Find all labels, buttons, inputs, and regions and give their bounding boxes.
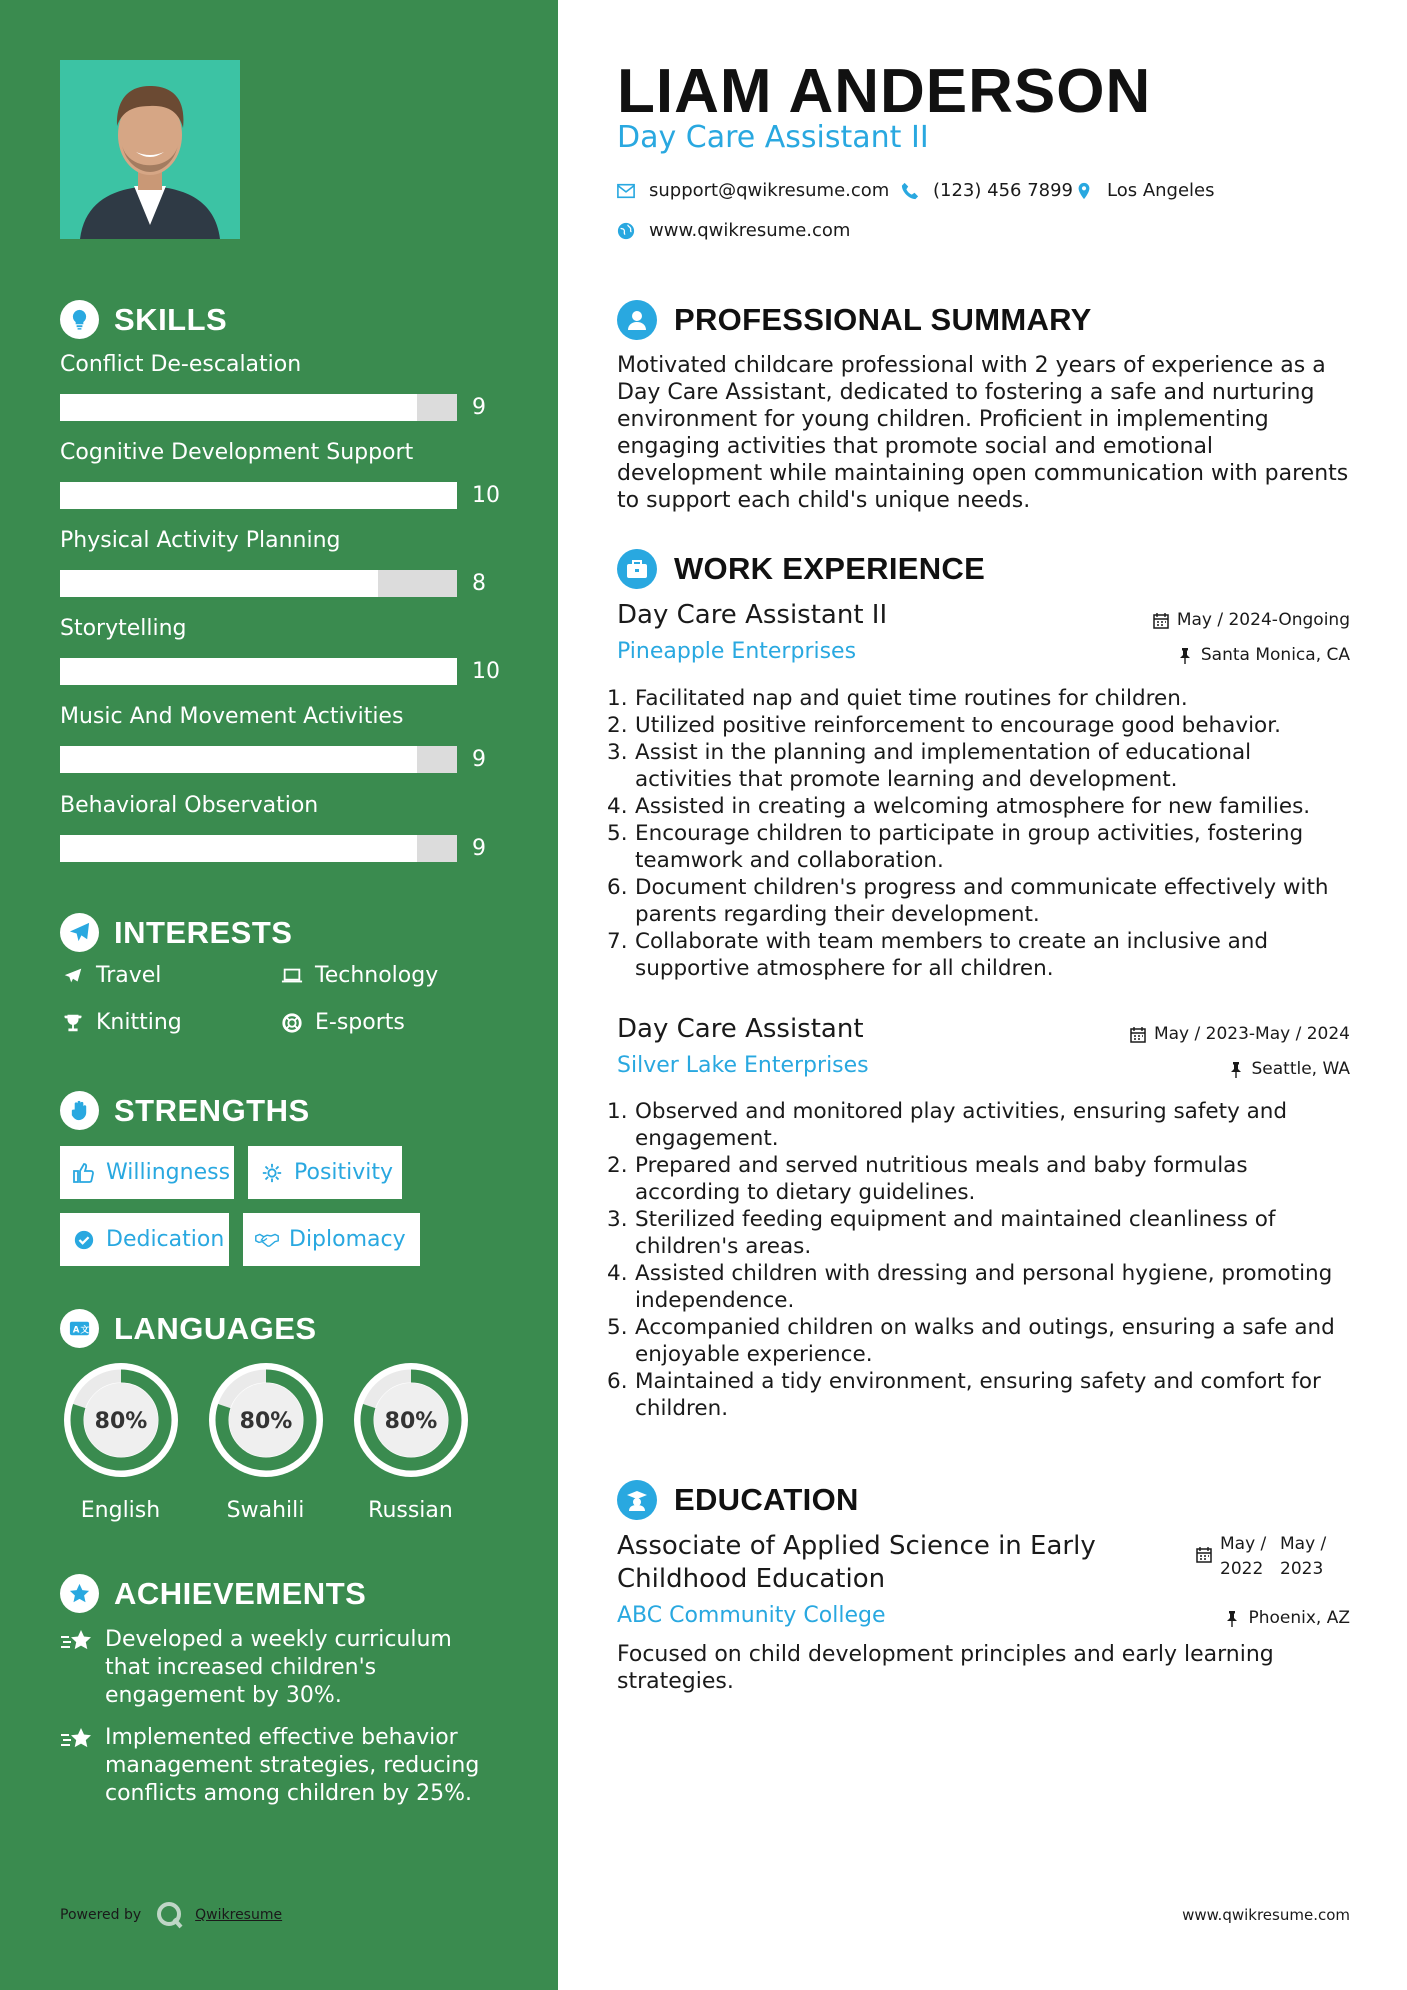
skill-bar: [60, 482, 457, 509]
pushpin-icon: [1228, 1061, 1244, 1078]
skill-name: Music And Movement Activities: [60, 704, 404, 729]
skill-item: [60, 350, 500, 421]
interest-item: [279, 1010, 405, 1035]
phone-text[interactable]: (123) 456 7899: [933, 180, 1074, 201]
skill-bar-fill: [60, 658, 457, 685]
summary-text: Motivated childcare professional with 2 years of experience as a Day Care Assistant, dedicated to fostering a safe and nurturing environment for young children. Proficient in implementing engaging activities that promote social and emotional development while maintaining open communication with parents to support each child's unique needs.: [617, 353, 1349, 513]
website-text[interactable]: www.qwikresume.com: [649, 220, 851, 241]
language-item: [348, 1358, 473, 1523]
contact-location: [1075, 180, 1215, 201]
email-text[interactable]: support@qwikresume.com: [649, 180, 890, 201]
duty-list: [617, 1098, 1350, 1422]
achievement-text: Developed a weekly curriculum that increased children's engagement by 30%.: [105, 1627, 452, 1708]
education-location-text: Phoenix, AZ: [1248, 1608, 1350, 1628]
strength-label: Willingness: [106, 1160, 231, 1185]
company-name: Silver Lake Enterprises: [617, 1053, 869, 1078]
languages-heading: [60, 1309, 317, 1348]
contact-email: [617, 180, 889, 201]
strengths-heading-text: STRENGTHS: [114, 1092, 310, 1128]
duty-item: Encourage children to participate in group activities, fostering teamwork and collaboration.: [635, 821, 1304, 873]
calendar-icon: [1153, 612, 1169, 629]
sidebar: [0, 0, 558, 1990]
skill-item: [60, 614, 500, 685]
pushpin-icon: [1224, 1610, 1240, 1627]
calendar-icon: [1130, 1026, 1146, 1043]
lightbulb-icon: [60, 300, 99, 339]
education-start-year: 2022: [1220, 1559, 1264, 1579]
skill-item: [60, 438, 500, 509]
qwikresume-link[interactable]: Qwikresume: [195, 1907, 283, 1923]
translate-icon: [60, 1309, 99, 1348]
education-heading-text: EDUCATION: [674, 1482, 859, 1517]
job-location-text: Seattle, WA: [1251, 1059, 1350, 1079]
skill-name: Conflict De-escalation: [60, 352, 302, 377]
interest-label: Travel: [96, 963, 162, 988]
language-item: [203, 1358, 328, 1523]
skill-bar: [60, 658, 457, 685]
handshake-icon: [255, 1229, 279, 1251]
duty-item: Facilitated nap and quiet time routines for children.: [635, 686, 1188, 711]
shooting-star-icon: [60, 1628, 94, 1710]
duty-item: Utilized positive reinforcement to encourage good behavior.: [635, 713, 1281, 738]
strength-label: Diplomacy: [289, 1227, 406, 1252]
achievements-heading: [60, 1574, 366, 1613]
summary-heading-text: PROFESSIONAL SUMMARY: [674, 302, 1092, 337]
job-title: Day Care Assistant II: [617, 600, 888, 630]
skill-name: Cognitive Development Support: [60, 440, 414, 465]
job-location-text: Santa Monica, CA: [1200, 645, 1350, 665]
calendar-icon: [1196, 1546, 1212, 1582]
duty-item: Maintained a tidy environment, ensuring safety and comfort for children.: [635, 1369, 1321, 1421]
skill-score: 10: [472, 483, 500, 508]
location-text: Los Angeles: [1107, 180, 1215, 201]
duty-list: [617, 685, 1350, 982]
duty-item: Sterilized feeding equipment and maintained cleanliness of children's areas.: [635, 1207, 1276, 1259]
contact-phone: [901, 180, 1073, 201]
language-name: English: [80, 1498, 161, 1523]
language-percent: 80%: [94, 1409, 147, 1434]
duty-item: Assisted in creating a welcoming atmosphere for new families.: [635, 794, 1311, 819]
education-date: [1196, 1532, 1350, 1582]
experience-heading-text: WORK EXPERIENCE: [674, 551, 986, 586]
svg-text:A: A: [72, 1325, 80, 1336]
job-date: [1130, 1024, 1350, 1044]
lifebuoy-icon: [279, 1012, 305, 1034]
achievements-heading-text: ACHIEVEMENTS: [114, 1575, 367, 1611]
duty-item: Accompanied children on walks and outings, ensuring a safe and enjoyable experience.: [635, 1315, 1335, 1367]
achievement-text: Implemented effective behavior management strategies, reducing conflicts among children by 25%.: [105, 1725, 480, 1806]
envelope-icon: [617, 182, 635, 200]
paper-plane-icon: [60, 913, 99, 952]
education-location: [1224, 1608, 1350, 1628]
education-start-month: May /: [1220, 1534, 1267, 1554]
strength-badge: [243, 1213, 420, 1266]
job-date-text: May / 2024-Ongoing: [1176, 610, 1350, 630]
plane-icon: [60, 965, 86, 987]
qwikresume-logo-icon: [155, 1900, 185, 1930]
school-name: ABC Community College: [617, 1603, 886, 1628]
thumbs-up-icon: [72, 1162, 96, 1184]
achievement-item: [60, 1724, 500, 1808]
skill-bar-fill: [60, 482, 457, 509]
skill-score: 10: [472, 659, 500, 684]
skill-score: 9: [472, 836, 486, 861]
degree-title: Associate of Applied Science in Early Childhood Education: [617, 1531, 1096, 1594]
language-item: [58, 1358, 183, 1523]
education-end-month: May /: [1280, 1534, 1327, 1554]
duty-item: Document children's progress and communicate effectively with parents regarding their development.: [635, 875, 1329, 927]
strength-label: Positivity: [294, 1160, 394, 1185]
language-name: Russian: [368, 1498, 453, 1523]
interest-label: E-sports: [315, 1010, 405, 1035]
skill-item: [60, 791, 500, 862]
strength-label: Dedication: [106, 1227, 225, 1252]
map-pin-icon: [1075, 182, 1093, 200]
skill-bar: [60, 570, 457, 597]
skill-score: 9: [472, 395, 486, 420]
skill-bar: [60, 746, 457, 773]
job-title: Day Care Assistant: [617, 1014, 864, 1044]
skill-bar: [60, 394, 457, 421]
skill-score: 8: [472, 571, 486, 596]
graduate-icon: [617, 1480, 657, 1520]
duty-item: Collaborate with team members to create an inclusive and supportive atmosphere for all children.: [635, 929, 1269, 981]
job-date-text: May / 2023-May / 2024: [1153, 1024, 1350, 1044]
skills-heading-text: SKILLS: [114, 301, 228, 337]
job-date: [1153, 610, 1350, 630]
skill-score: 9: [472, 747, 486, 772]
duty-item: Observed and monitored play activities, ensuring safety and engagement.: [635, 1099, 1288, 1151]
profile-photo: [60, 60, 240, 239]
strength-badge: [60, 1146, 234, 1199]
language-name: Swahili: [226, 1498, 305, 1523]
interest-label: Technology: [315, 963, 439, 988]
skill-bar-fill: [60, 570, 378, 597]
main-content: [617, 0, 1350, 1990]
globe-icon: [617, 222, 635, 240]
skill-name: Physical Activity Planning: [60, 528, 341, 553]
check-circle-icon: [72, 1229, 96, 1251]
pushpin-icon: [1177, 647, 1193, 664]
interests-heading: [60, 913, 292, 952]
skill-bar-fill: [60, 746, 417, 773]
language-gauge: [59, 1358, 183, 1482]
trophy-icon: [60, 1012, 86, 1034]
education-description: Focused on child development principles and early learning strategies.: [617, 1642, 1274, 1694]
contact-website: [617, 220, 850, 241]
interest-label: Knitting: [96, 1010, 182, 1035]
company-name: Pineapple Enterprises: [617, 639, 857, 664]
experience-heading: [617, 549, 985, 589]
education-heading: [617, 1480, 859, 1520]
footer-website[interactable]: www.qwikresume.com: [1182, 1906, 1350, 1924]
interest-item: [60, 1010, 182, 1035]
powered-by: [60, 1900, 282, 1930]
gear-icon: [260, 1162, 284, 1184]
star-badge-icon: [60, 1574, 99, 1613]
shooting-star-icon: [60, 1726, 94, 1808]
candidate-title: Day Care Assistant II: [617, 120, 929, 155]
user-icon: [617, 300, 657, 340]
person-portrait-image: [60, 60, 240, 239]
skills-heading: [60, 300, 227, 339]
svg-text:文: 文: [80, 1325, 90, 1336]
interest-item: [279, 963, 438, 988]
skill-bar-fill: [60, 394, 417, 421]
strength-badge: [248, 1146, 402, 1199]
interests-heading-text: INTERESTS: [114, 914, 293, 950]
duty-item: Assist in the planning and implementation of educational activities that promote learning and development.: [635, 740, 1252, 792]
powered-by-label: Powered by: [60, 1907, 142, 1923]
strength-badge: [60, 1213, 229, 1266]
briefcase-icon: [617, 549, 657, 589]
candidate-name: LIAM ANDERSON: [617, 57, 1152, 126]
education-end-year: 2023: [1280, 1559, 1324, 1579]
job-location: [1228, 1059, 1351, 1079]
phone-icon: [901, 182, 919, 200]
skill-name: Behavioral Observation: [60, 793, 319, 818]
skill-name: Storytelling: [60, 616, 187, 641]
language-percent: 80%: [384, 1409, 437, 1434]
language-gauge: [204, 1358, 328, 1482]
skill-item: [60, 526, 500, 597]
language-gauge: [349, 1358, 473, 1482]
skill-bar-fill: [60, 835, 417, 862]
job-location: [1177, 645, 1350, 665]
summary-heading: [617, 300, 1092, 340]
laptop-icon: [279, 965, 305, 987]
achievement-item: [60, 1626, 500, 1710]
duty-item: Prepared and served nutritious meals and baby formulas according to dietary guidelines.: [635, 1153, 1248, 1205]
skill-item: [60, 702, 500, 773]
language-percent: 80%: [239, 1409, 292, 1434]
skill-bar: [60, 835, 457, 862]
strengths-heading: [60, 1091, 310, 1130]
raised-hand-icon: [60, 1091, 99, 1130]
duty-item: Assisted children with dressing and personal hygiene, promoting independence.: [635, 1261, 1333, 1313]
languages-heading-text: LANGUAGES: [114, 1310, 317, 1346]
interest-item: [60, 963, 161, 988]
